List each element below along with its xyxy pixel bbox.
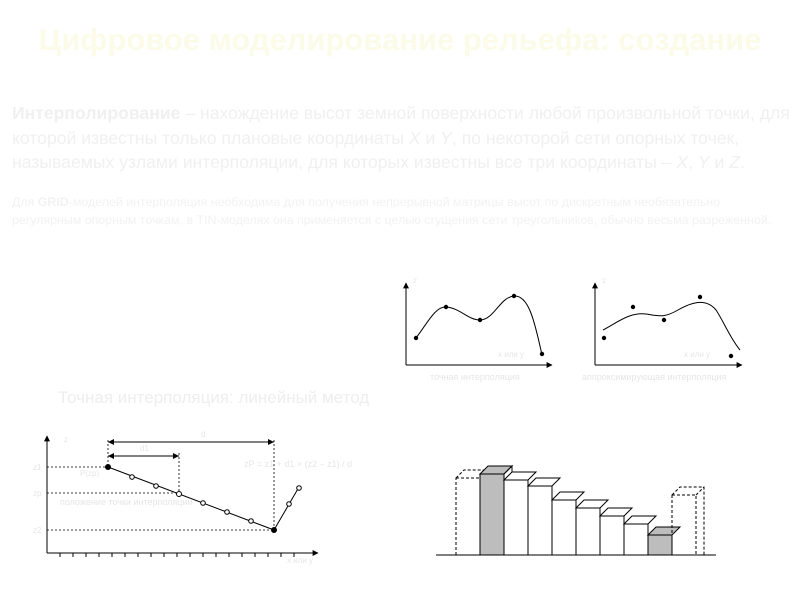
graph1-x-label: x или y <box>498 350 525 359</box>
interpolation-line-ext <box>274 487 299 530</box>
linear-formula: zP = z1 + d1 × (z2 – z1) / d <box>244 459 353 469</box>
note-grid: GRID <box>37 195 69 209</box>
graph2-point <box>729 354 733 358</box>
graph-approximating-interpolation <box>582 276 742 382</box>
dimension-d1-arrow-left <box>108 453 114 459</box>
coord-x: X <box>408 127 421 148</box>
coord-x2: X <box>676 152 689 172</box>
column-8 <box>648 527 680 555</box>
label-z1: z1 <box>33 463 42 472</box>
interp-point <box>201 501 206 506</box>
graph1-point <box>540 352 544 356</box>
graph2-caption: аппроксимирующая интерполяция <box>582 372 727 382</box>
graph1-caption: точная интерполяция <box>430 372 520 382</box>
graph2-curve <box>603 302 740 350</box>
dimension-d-arrow-left <box>108 439 114 445</box>
point-position-note: положение точки интерполяции <box>60 497 193 507</box>
graph1-z-label: z <box>413 276 417 285</box>
linear-z-label: z <box>64 435 68 444</box>
conj-2: и <box>709 152 730 172</box>
graph-exact-interpolation <box>406 276 552 382</box>
graph2-point <box>698 295 702 299</box>
linear-interpolation-diagram <box>33 430 352 565</box>
definition-text-2: , по некоторой сети опорных точек, называемых узлами интерполяции, для которых известны все три координаты – <box>12 127 740 172</box>
comma: , <box>688 152 698 172</box>
note-prefix: Для <box>12 195 38 209</box>
label-z2: z2 <box>33 526 42 535</box>
graph2-point <box>631 305 635 309</box>
label-d: d <box>201 430 206 439</box>
coord-y2: Y <box>697 152 710 172</box>
note-text: -моделей интерполяция необходима для получения непрерывной матрицы высот по дискретным необязательно регулярным опорным точкам, в TIN-моделях она применяется с целью сгущения сети треугольников, обычно весьма разреженной. <box>12 195 772 227</box>
node-point-1 <box>105 464 111 470</box>
linear-x-label: x или y <box>287 556 314 565</box>
graph2-z-label: z <box>602 276 606 285</box>
coord-z: Z <box>729 152 740 172</box>
interp-point-p <box>177 492 182 497</box>
node-point-2 <box>271 527 277 533</box>
graph1-point <box>414 336 418 340</box>
interp-point <box>154 484 159 489</box>
graph1-point <box>444 305 448 309</box>
conj-1: и <box>420 127 441 148</box>
coord-y: Y <box>440 127 452 148</box>
term-interpolation: Интерполирование <box>12 103 181 123</box>
graph1-curve <box>416 296 542 355</box>
slide-title: Цифровое моделирование рельефа: создание <box>38 22 762 57</box>
graph1-point <box>478 318 482 322</box>
graph2-x-label: x или y <box>684 350 711 359</box>
label-pzp: P(zp) <box>80 469 100 478</box>
interp-point <box>287 502 292 507</box>
graph1-point <box>512 294 516 298</box>
interp-point <box>249 519 254 524</box>
label-d1: d1 <box>140 444 149 453</box>
label-zp: zp <box>33 489 42 498</box>
dimension-d-arrow-right <box>268 439 274 445</box>
linear-method-subtitle: Точная интерполяция: линейный метод <box>58 388 370 407</box>
period: . <box>739 152 745 172</box>
definition-text-1: – нахождение высот земной поверхности любой произвольной точки, для которой известны только плановые координаты <box>12 103 790 148</box>
graph2-point <box>662 318 666 322</box>
interp-point <box>130 475 135 480</box>
column-interpolation-diagram <box>436 466 716 555</box>
dimension-d1-arrow-right <box>173 453 179 459</box>
graph2-point <box>602 336 606 340</box>
interp-point <box>297 486 302 491</box>
interp-point <box>225 510 230 515</box>
column-dashed-right <box>672 487 704 555</box>
